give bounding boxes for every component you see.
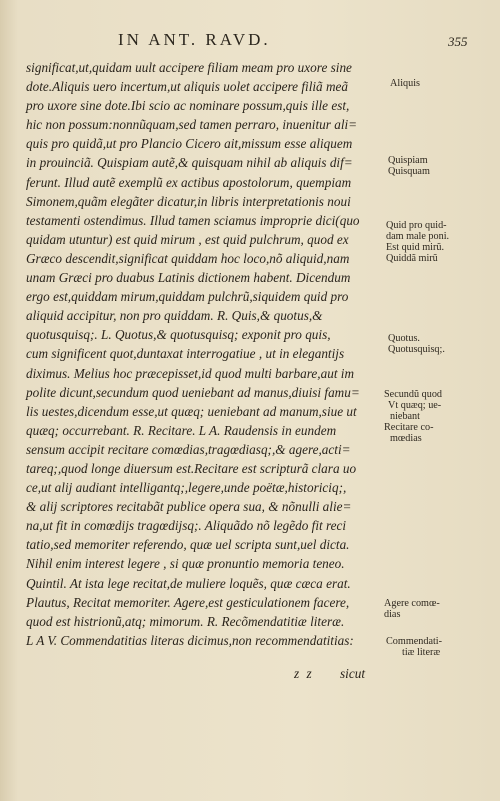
text-line: na,ut fit in comœdijs tragœdijsq;. Aliquãdo nõ legẽdo fit reci [26, 518, 347, 534]
margin-note [386, 636, 442, 658]
margin-note [388, 333, 445, 355]
text-line: ce,ut alij audiant intelligantq;,legere,unde poëtæ,historiciq;, [26, 480, 347, 496]
text-line: tatio,sed memoriter referendo, quæ uel scripta sunt,uel dicta. [26, 537, 350, 553]
margin-note-line: dam male poni. [386, 231, 450, 242]
page-number: 355 [448, 34, 468, 49]
text-line: lis uestes,dicendum esse,ut quæq; ueniebant ad manum,siue ut [26, 403, 357, 419]
margin-note [386, 220, 449, 264]
text-line: dote.Aliquis uero incertum,ut aliquis uolet accipere filiã meã [26, 79, 349, 95]
margin-note-line: Recitare co- [384, 422, 434, 433]
text-line: quis pro quidã,ut pro Plancio Cicero ait,missum esse aliquem [26, 136, 353, 152]
text-line: tareq;,quod longe diuersum est.Recitare est scripturã clara uo [26, 460, 357, 476]
text-line: & alij scriptores recitabãt publice opera sua, & nõnulli alie= [26, 499, 352, 515]
running-title: IN ANT. RAVD. [118, 30, 271, 49]
text-line: quæq; occurrebant. R. Recitare. L A. Raudensis in eundem [26, 422, 337, 438]
text-line: quotusquisq;. L. Quotus,& quotusquisq; exponit pro quis, [26, 327, 331, 343]
text-line: Græco descendit,significat quiddam hoc loco,nõ aliquid,nam [26, 250, 350, 266]
text-line: cum significent quot,duntaxat interrogatiue , ut in elegantijs [26, 346, 345, 362]
margin-note-line: Commendati- [386, 636, 443, 647]
text-line: quidam utuntur) est quid mirum , est quid pulchrum, quod ex [26, 231, 349, 247]
text-line: pro uxore sine dote.Ibi scio ac nominare possum,quis ille est, [26, 98, 350, 114]
text-line: ferunt. Illud autẽ exemplũ ex actibus apostolorum, quempiam [26, 174, 352, 190]
text-line: quod est histrionũ,atq; mimorum. R. Recõmendatitiæ literæ. [26, 613, 345, 629]
margin-note-line: Aliquis [390, 78, 421, 89]
margin-note-line: Quiddã mirũ [386, 253, 438, 264]
margin-note [384, 389, 442, 444]
text-line: Simonem,quãm elegãter dicatur,in libris interpretationis noui [26, 193, 351, 209]
margin-note-line: Est quid mirũ. [386, 242, 445, 253]
margin-note-line: Secundũ quod [384, 389, 443, 400]
margin-note-line: Quotus. [388, 333, 420, 344]
margin-note-line: dias [384, 609, 401, 620]
text-line: aliquid accipitur, non pro quiddam. R. Quis,& quotus,& [26, 308, 323, 324]
text-line: ergo est,quiddam mirum,quiddam pulchrũ,siquidem quid pro [26, 289, 349, 305]
page-header [0, 30, 500, 52]
margin-note-line: Quotusquisq;. [388, 344, 445, 355]
margin-note-line: Quisquam [388, 166, 430, 177]
text-line: significat,ut,quidam uult accipere filiam meam pro uxore sine [26, 60, 352, 75]
margin-note-line: Quid pro quid- [386, 220, 447, 231]
signature-mark: z z [294, 666, 314, 681]
margin-note-line: tiæ literæ [402, 647, 441, 658]
text-line: diximus. Melius hoc præcepisset,id quod multi barbare,aut im [26, 365, 355, 381]
margin-note [384, 598, 440, 620]
margin-note-line: Agere comœ- [384, 598, 440, 609]
text-line: Nihil enim interest legere , si quæ pronuntio memoria teneo. [26, 556, 345, 572]
margin-note-line: mœdias [390, 433, 422, 444]
main-text-block [26, 58, 390, 650]
margin-note [390, 78, 420, 89]
text-line: L A V. Commendatitias literas dicimus,non recommendatitias: [26, 632, 354, 648]
text-line: hic non possum:nonnũquam,sed tamen perraro, inuenitur ali= [26, 117, 358, 133]
catchword: sicut [340, 666, 366, 681]
margin-note-line: niebant [390, 411, 420, 422]
text-line: in prouinciã. Quispiam autẽ,& quisquam nihil ab aliquis dif= [26, 155, 353, 171]
text-line: Plautus, Recitat memoriter. Agere,est gesticulationem facere, [26, 594, 350, 610]
margin-note [388, 155, 430, 177]
text-line: sensum accipit recitare comœdias,tragœdiasq;,& agere,acti= [26, 441, 351, 457]
page-footer [0, 666, 500, 686]
text-line: polite dicunt,secundum quod ueniebant ad manus,diuisi famu= [26, 384, 360, 400]
margin-note-line: Quispiam [388, 155, 428, 166]
text-line: unam Græci pro duabus Latinis dictionem habent. Dicendum [26, 270, 351, 286]
text-line: testamenti ostendimus. Illud tamen sciamus improprie dici(quo [26, 212, 360, 228]
text-line: Quintil. At ista lege recitat,de muliere loquẽs, quæ cæca erat. [26, 575, 351, 591]
margin-note-line: Vt quæq; ue- [388, 400, 442, 411]
